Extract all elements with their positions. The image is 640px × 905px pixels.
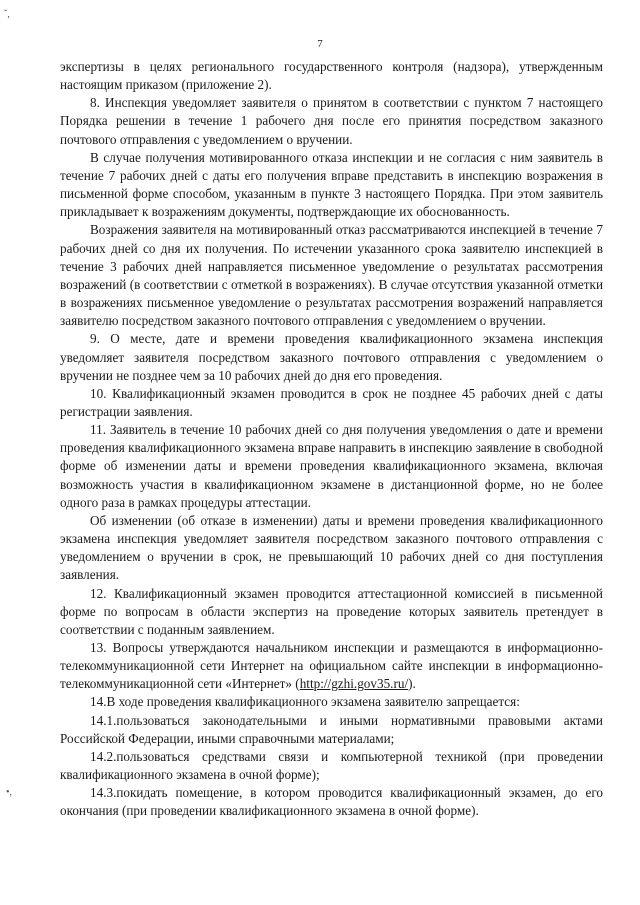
paragraph: 8. Инспекция уведомляет заявителя о принятом в соответствии с пунктом 7 настоящего Порядка решении в течение 1 рабочего дня после его принятия посредством заказного почтового отправления с уведомлением о вручении. [60,95,603,147]
paragraph: 14.2.пользоваться средствами связи и компьютерной техникой (при проведении квалификационного экзамена в очной форме); [60,748,603,783]
paragraph: В случае получения мотивированного отказа инспекции и не согласия с ним заявитель в течение 7 рабочих дней с даты его получения вправе представить в инспекцию возражения в письменной форме способом, указанным в пункте 3 настоящего Порядка. При этом заявитель прикладывает к возражениям документы, подтверждающие их обоснованность. [60,149,603,220]
website-link[interactable]: http://gzhi.gov35.ru/ [299,676,409,692]
page-number: 7 [317,38,323,50]
paragraph: 10. Квалификационный экзамен проводится в срок не позднее 45 рабочих дней с даты регистрации заявления. [60,385,603,419]
paragraph: 12. Квалификационный экзамен проводится аттестационной комиссией в письменной форме по вопросам в области экспертиз на проведение которых заявитель претендует в соответствии с поданным заявлением. [60,585,603,637]
paragraph-13 [60,639,603,693]
paragraph: 14.1.пользоваться законодательными и иными нормативными правовыми актами Российской Федерации, иными справочными материалами; [60,712,603,746]
scan-mark: •, [6,787,13,798]
link-paren-open: ( [295,676,300,692]
paragraph: 14.3.покидать помещение, в котором проводится квалификационный экзамен, до его окончания (при проведении квалификационного экзамена в очной форме). [60,785,603,819]
paragraph: экспертизы в целях регионального государственного контроля (надзора), утвержденным настоящим приказом (приложение 2). [60,59,603,93]
paragraph: Об изменении (об отказе в изменении) даты и времени проведения квалификационного экзамена инспекция уведомляет заявителя посредством заказного почтового отправления с уведомлением о вручении в срок, не превышающий 10 рабочих дней со дня поступления заявления. [60,512,603,583]
link-paren-close: ). [408,676,416,692]
paragraph: Возражения заявителя на мотивированный отказ рассматриваются инспекцией в течение 7 рабочих дней со дня их получения. По истечении указанного срока заявителю инспекцией в течение 3 рабочих дней направляется письменное уведомление о результатах рассмотрения возражений (в соответствии с отметкой в возражениях). В случае отсутствия указанной отметки в возражениях письменное уведомление о результатах рассмотрения возражений направляется заявителю посредством заказного почтового отправления с уведомлением о вручении. [60,222,603,329]
paragraph: 11. Заявитель в течение 10 рабочих дней со дня получения уведомления о дате и времени проведения квалификационного экзамена вправе направить в инспекцию заявление в свободной форме об изменении даты и времени проведения квалификационного экзамена, включая возможность участия в квалификационном экзамене в дистанционной форме, но не более одного раза в рамках процедуры аттестации. [60,422,603,510]
scan-mark: ˇ, [4,9,10,20]
document-body [60,58,603,821]
paragraph: 14.В ходе проведения квалификационного экзамена заявителю запрещается: [90,694,520,710]
paragraph-13-text: 13. Вопросы утверждаются начальником инспекции и размещаются в информационно-телекоммуникационной сети Интернет на официальном сайте инспекции в информационно-телекоммуникационной сети «Интернет» [60,640,603,692]
paragraph: 9. О месте, дате и времени проведения квалификационного экзамена инспекция уведомляет заявителя посредством заказного почтового отправления с уведомлением о вручении не позднее чем за 10 рабочих дней до дня его проведения. [60,331,603,383]
